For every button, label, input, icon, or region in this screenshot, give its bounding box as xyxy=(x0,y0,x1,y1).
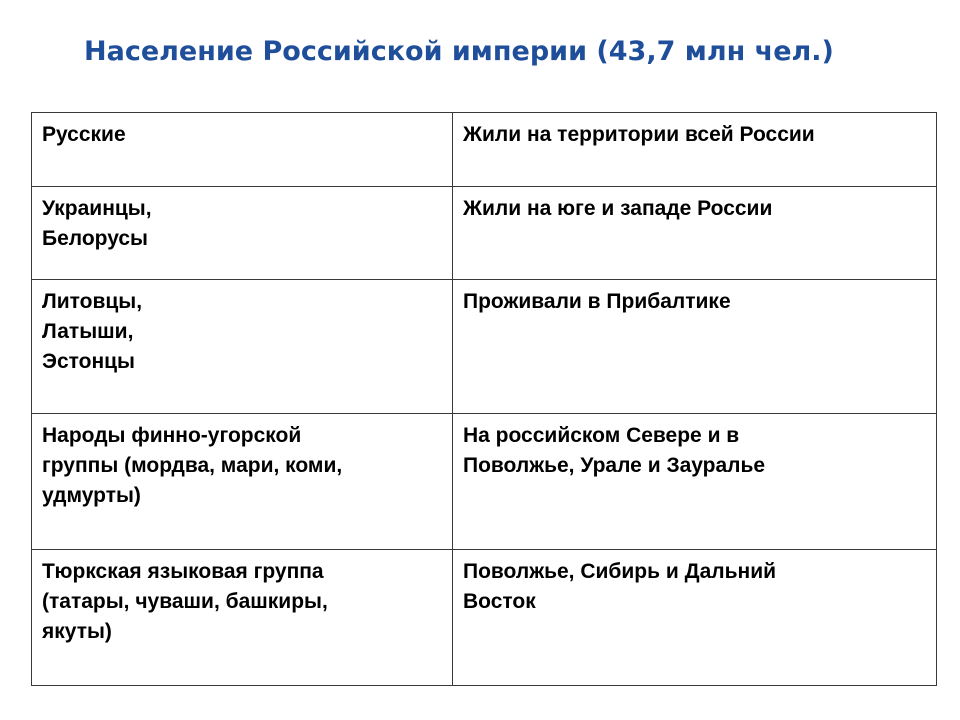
territory-text: Проживали в Прибалтике xyxy=(463,290,731,313)
table-row xyxy=(32,414,937,550)
population-table xyxy=(31,112,937,686)
people-text: Русские xyxy=(42,123,126,146)
table-row xyxy=(32,187,937,280)
people-text: (татары, чуваши, башкиры, xyxy=(42,590,328,613)
people-cell xyxy=(32,550,453,686)
territory-cell xyxy=(453,414,937,550)
slide-title: Население Российской империи (43,7 млн чел.) xyxy=(84,36,834,67)
people-text: якуты) xyxy=(42,620,112,643)
territory-text: Поволжье, Урале и Зауралье xyxy=(463,454,766,477)
territory-cell xyxy=(453,187,937,280)
people-text: Украинцы, xyxy=(42,197,152,220)
territory-text: Восток xyxy=(463,590,536,613)
territory-text: Жили на территории всей России xyxy=(463,123,815,146)
table-row xyxy=(32,113,937,187)
territory-text: Поволжье, Сибирь и Дальний xyxy=(463,560,777,583)
people-text: удмурты) xyxy=(42,484,141,507)
people-cell xyxy=(32,414,453,550)
territory-text: На российском Севере и в xyxy=(463,424,740,447)
people-text: Народы финно-угорской xyxy=(42,424,302,447)
territory-text: Жили на юге и западе России xyxy=(463,197,773,220)
territory-cell xyxy=(453,280,937,414)
territory-cell xyxy=(453,550,937,686)
people-cell xyxy=(32,113,453,187)
table-row xyxy=(32,550,937,686)
people-text: Белорусы xyxy=(42,227,148,250)
people-text: Латыши, xyxy=(42,320,134,343)
people-cell xyxy=(32,280,453,414)
territory-cell xyxy=(453,113,937,187)
table-row xyxy=(32,280,937,414)
people-text: Тюркская языковая группа xyxy=(42,560,324,583)
people-text: Литовцы, xyxy=(42,290,143,313)
people-text: Эстонцы xyxy=(42,350,135,373)
people-cell xyxy=(32,187,453,280)
people-text: группы (мордва, мари, коми, xyxy=(42,454,343,477)
